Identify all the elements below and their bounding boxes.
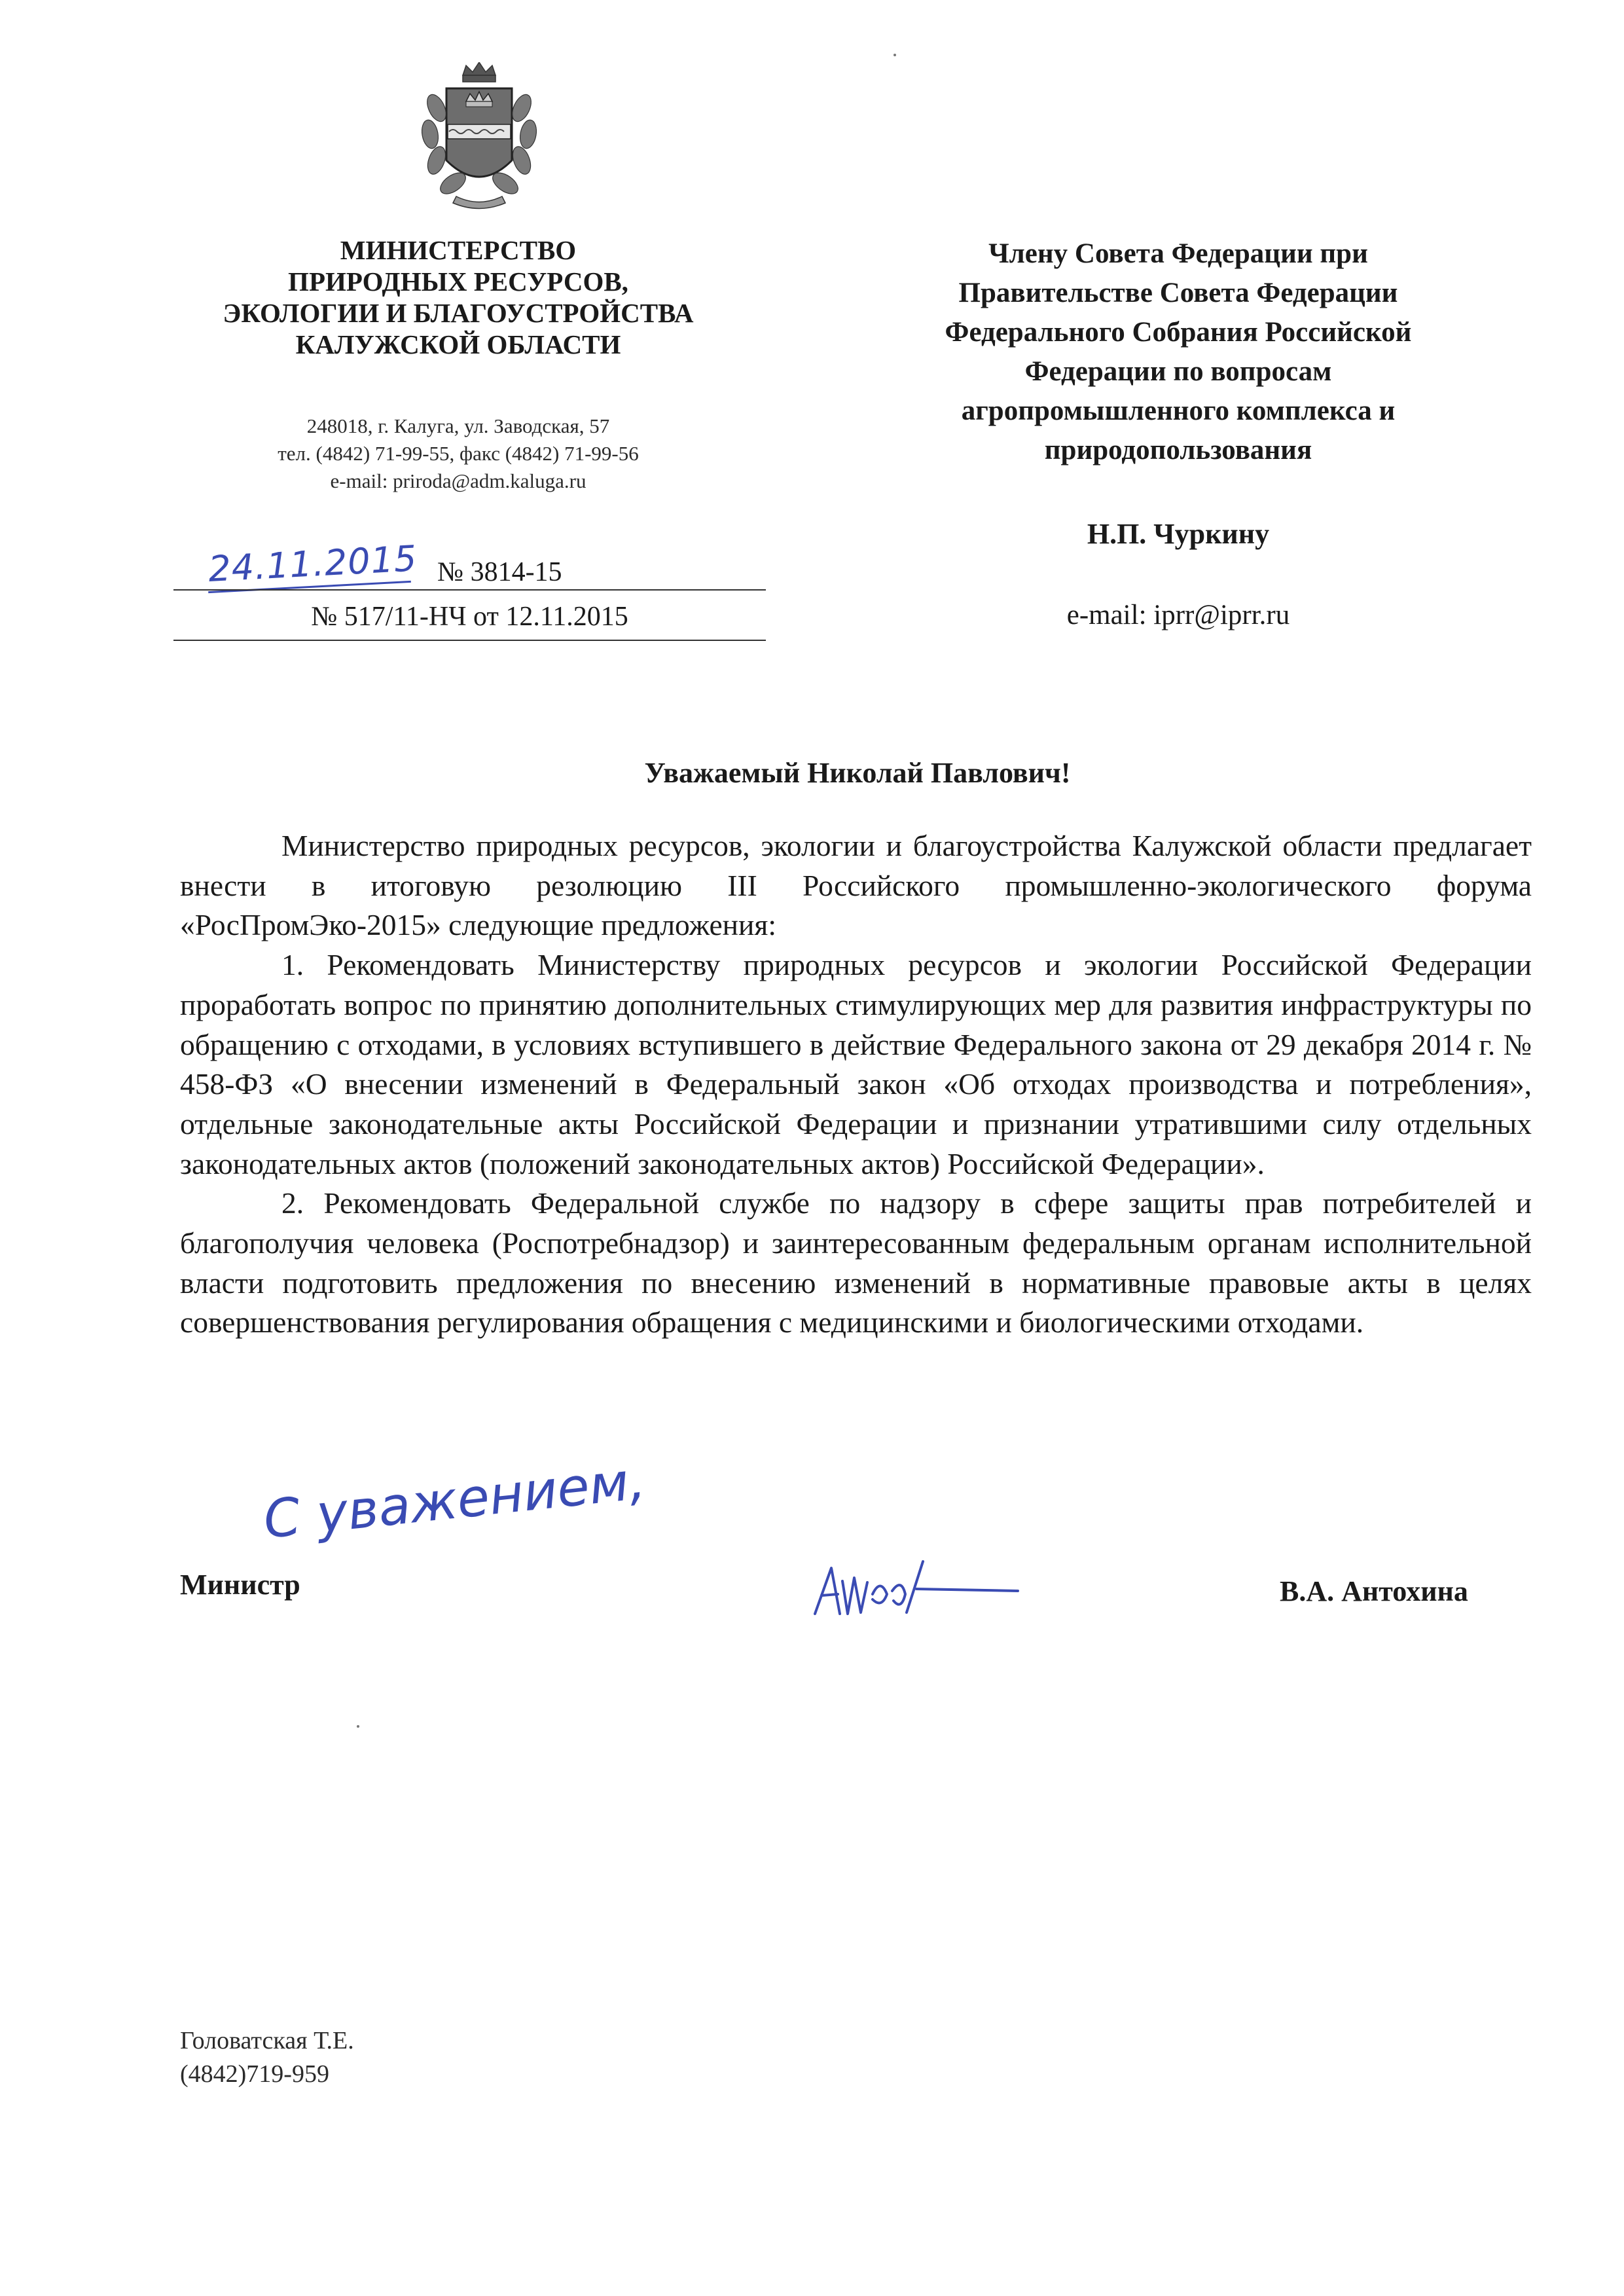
addressee-line: Члену Совета Федерации при	[988, 238, 1368, 269]
signer-name: В.А. Антохина	[1280, 1575, 1468, 1607]
body-paragraph: 2. Рекомендовать Федеральной службе по надзору в сфере защиты прав потребителей и благополучия человека (Роспотребнадзор) и заинтересованным федеральным органам исполнительной власти подготовить предложения по внесению изменений в нормативные правовые акты в целях совершенствования регулирования обращения с медицинскими и биологическими отходами.	[180, 1186, 1532, 1339]
signature-image	[802, 1542, 1024, 1627]
addressee-line: Правительстве Совета Федерации	[958, 278, 1398, 308]
addressee-line: Федерального Собрания Российской	[945, 317, 1412, 348]
ministry-email: e-mail: priroda@adm.kaluga.ru	[330, 469, 586, 492]
greeting: Уважаемый Николай Павлович!	[644, 757, 1071, 789]
ministry-line: ЭКОЛОГИИ И БЛАГОУСТРОЙСТВА	[223, 298, 694, 328]
scan-speck	[357, 1725, 359, 1728]
addressee-line: Федерации по вопросам	[1024, 356, 1332, 387]
outgoing-number: № 3814-15	[437, 557, 562, 587]
executor-phone: (4842)719-959	[180, 2060, 329, 2088]
addressee-email: e-mail: iprr@iprr.ru	[1066, 600, 1290, 630]
divider	[173, 589, 766, 591]
executor-info	[180, 2024, 354, 2091]
addressee-block	[851, 234, 1506, 470]
ministry-address: 248018, г. Калуга, ул. Заводская, 57	[306, 414, 610, 437]
reference-number: № 517/11-НЧ от 12.11.2015	[311, 602, 628, 632]
scan-speck	[893, 54, 896, 56]
ministry-line: КАЛУЖСКОЙ ОБЛАСТИ	[295, 329, 621, 359]
body-paragraph: 1. Рекомендовать Министерству природных ресурсов и экологии Российской Федерации проработать вопрос по принятию дополнительных стимулирующих мер для развития инфраструктуры по обращению с отходами, в условиях вступившего в действие Федерального закона от 29 декабря 2014 г. № 458-ФЗ «О внесении изменений в Федеральный закон «Об отходах производства и потребления», отдельные законодательные акты Российской Федерации и признании утратившими силу отдельных законодательных актов (положений законодательных актов) Российской Федерации».	[180, 948, 1532, 1180]
addressee-line: агропромышленного комплекса и	[961, 395, 1396, 426]
coat-of-arms-emblem	[401, 62, 558, 213]
addressee-name: Н.П. Чуркину	[1087, 518, 1270, 550]
signer-title: Министр	[180, 1569, 300, 1601]
ministry-line: МИНИСТЕРСТВО	[340, 235, 577, 265]
ministry-line: ПРИРОДНЫХ РЕСУРСОВ,	[288, 266, 628, 297]
handwritten-date: 24.11.2015	[207, 538, 418, 590]
handwritten-closing: С уважением,	[261, 1449, 649, 1550]
executor-name: Головатская Т.Е.	[180, 2027, 354, 2054]
body-paragraph: Министерство природных ресурсов, экологии и благоустройства Калужской области предлагает внести в итоговую резолюцию III Российского промышленно-экологического форума «РосПромЭко-2015» следующие предложения:	[180, 829, 1532, 942]
ministry-phone: тел. (4842) 71-99-55, факс (4842) 71-99-56	[278, 442, 639, 465]
ministry-contacts	[170, 412, 746, 495]
addressee-line: природопользования	[1044, 435, 1312, 465]
ministry-letterhead	[170, 234, 746, 360]
letter-body	[180, 826, 1532, 1343]
divider	[173, 640, 766, 641]
